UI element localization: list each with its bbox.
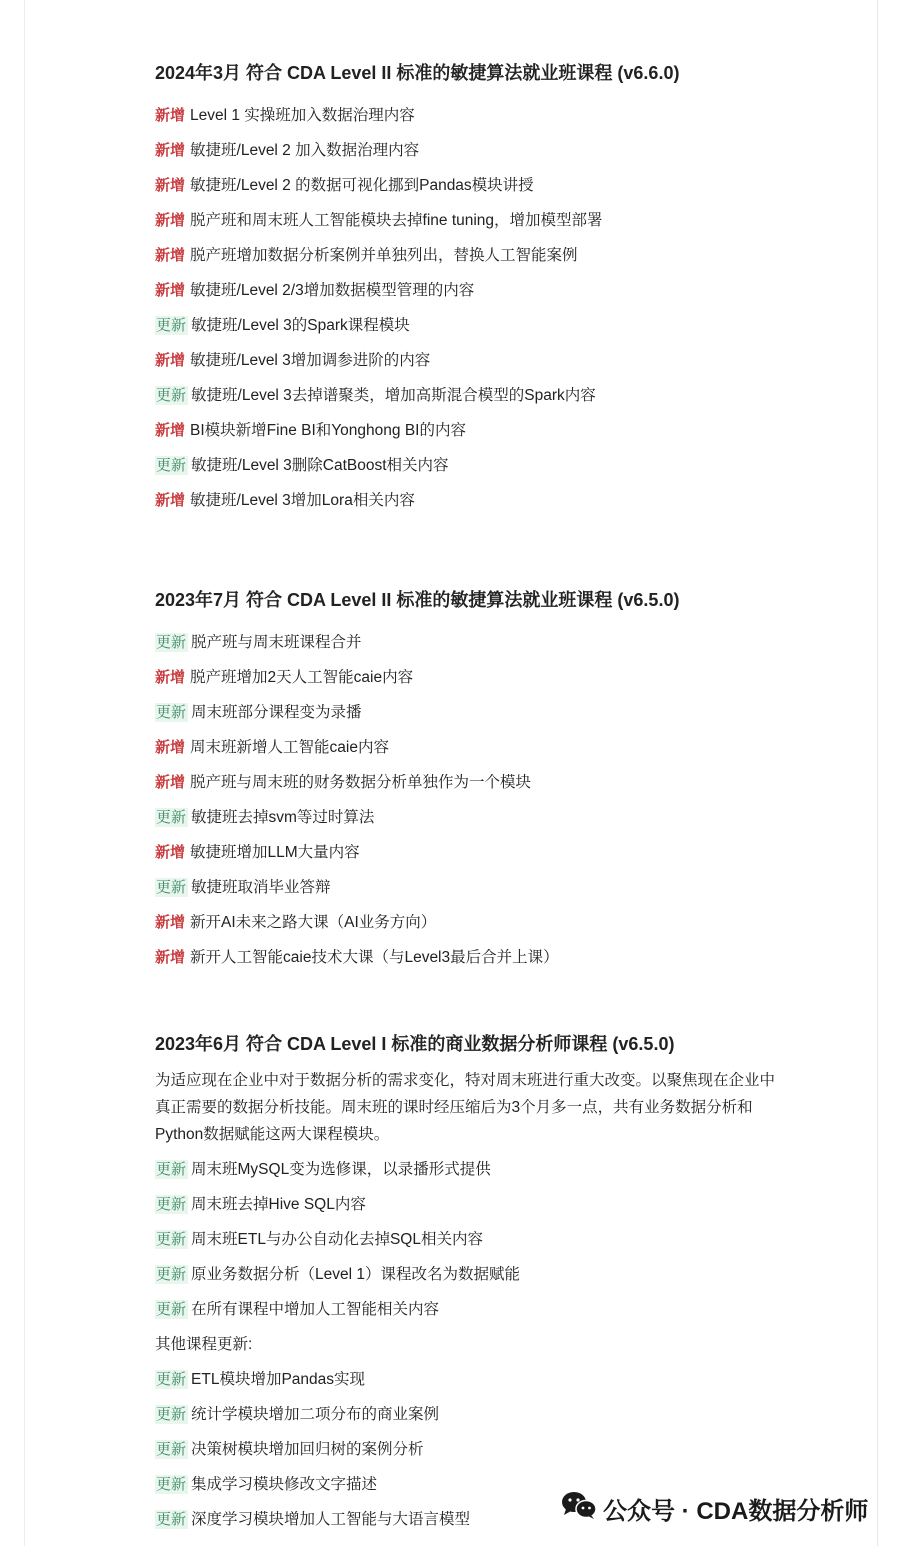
item-text: 集成学习模块修改文字描述: [191, 1476, 378, 1493]
list-item: [155, 1257, 775, 1292]
update-badge: 更新: [156, 879, 187, 896]
new-badge: 新增: [155, 914, 186, 931]
update-badge: 更新: [156, 1441, 187, 1458]
footer-text: 公众号 · CDA数据分析师: [603, 1498, 869, 1525]
list-item: [155, 343, 679, 378]
item-text: 在所有课程中增加人工智能相关内容: [191, 1301, 440, 1318]
update-badge: 更新: [156, 1266, 187, 1283]
new-badge: 新增: [155, 282, 186, 299]
other-updates-label: 其他课程更新:: [155, 1336, 253, 1353]
new-badge: 新增: [155, 844, 186, 861]
update-badge: 更新: [156, 1406, 187, 1423]
item-text: 敏捷班增加LLM大量内容: [190, 844, 360, 861]
section-title: 2024年3月 符合 CDA Level II 标准的敏捷算法就业班课程 (v6.6.0): [155, 63, 680, 83]
item-text: 原业务数据分析（Level 1）课程改名为数据赋能: [191, 1266, 520, 1283]
list-item: [155, 870, 679, 905]
update-badge: 更新: [156, 387, 187, 404]
item-text: 敏捷班取消毕业答辩: [191, 879, 331, 896]
new-badge: 新增: [155, 142, 186, 159]
item-text: Level 1 实操班加入数据治理内容: [190, 107, 415, 124]
item-text: 周末班部分课程变为录播: [191, 704, 362, 721]
item-text: BI模块新增Fine BI和Yonghong BI的内容: [190, 422, 466, 439]
list-item: [155, 940, 679, 975]
list-item: [155, 1187, 775, 1222]
section-v650-l1: [155, 1027, 775, 1537]
item-text: 周末班新增人工智能caie内容: [190, 739, 389, 756]
list-item: [155, 98, 679, 133]
update-badge: 更新: [156, 1476, 187, 1493]
list-item: [155, 800, 679, 835]
new-badge: 新增: [155, 107, 186, 124]
item-text: 敏捷班/Level 2/3增加数据模型管理的内容: [190, 282, 475, 299]
item-text: 敏捷班/Level 3删除CatBoost相关内容: [191, 457, 449, 474]
item-text: 敏捷班去掉svm等过时算法: [191, 809, 375, 826]
section-title: 2023年6月 符合 CDA Level I 标准的商业数据分析师课程 (v6.5.0): [155, 1034, 675, 1054]
list-item: [155, 413, 679, 448]
item-text: 新开AI未来之路大课（AI业务方向）: [190, 914, 437, 931]
update-badge: 更新: [156, 317, 187, 334]
section-title: 2023年7月 符合 CDA Level II 标准的敏捷算法就业班课程 (v6.5.0): [155, 590, 680, 610]
update-badge: 更新: [156, 457, 187, 474]
list-item: [155, 308, 679, 343]
update-badge: 更新: [156, 1161, 187, 1178]
item-text: 深度学习模块增加人工智能与大语言模型: [191, 1511, 471, 1528]
list-item: [155, 168, 679, 203]
new-badge: 新增: [155, 669, 186, 686]
list-item: [155, 483, 679, 518]
item-text: 敏捷班/Level 2 的数据可视化挪到Pandas模块讲授: [190, 177, 534, 194]
new-badge: 新增: [155, 949, 186, 966]
list-item: [155, 1432, 775, 1467]
list-item: [155, 765, 679, 800]
item-text: 新开人工智能caie技术大课（与Level3最后合并上课）: [190, 949, 559, 966]
item-text: 敏捷班/Level 3去掉谱聚类，增加高斯混合模型的Spark内容: [191, 387, 596, 404]
list-item: [155, 905, 679, 940]
list-item: [155, 1362, 775, 1397]
wechat-icon: [561, 1490, 597, 1527]
footer-account: [561, 1490, 868, 1527]
item-list: [155, 625, 679, 975]
update-badge: 更新: [156, 704, 187, 721]
item-text: 周末班去掉Hive SQL内容: [191, 1196, 366, 1213]
item-text: 脱产班和周末班人工智能模块去掉fine tuning，增加模型部署: [190, 212, 603, 229]
new-badge: 新增: [155, 352, 186, 369]
item-text: 脱产班增加数据分析案例并单独列出，替换人工智能案例: [190, 247, 578, 264]
new-badge: 新增: [155, 247, 186, 264]
item-text: 敏捷班/Level 3增加调参进阶的内容: [190, 352, 431, 369]
list-item: [155, 238, 679, 273]
update-badge: 更新: [156, 809, 187, 826]
item-text: ETL模块增加Pandas实现: [191, 1371, 366, 1388]
section-intro: [155, 1067, 775, 1148]
item-text: 决策树模块增加回归树的案例分析: [191, 1441, 424, 1458]
update-badge: 更新: [156, 1196, 187, 1213]
list-item: [155, 730, 679, 765]
list-item: [155, 660, 679, 695]
list-item: [155, 273, 679, 308]
item-text: 脱产班与周末班课程合并: [191, 634, 362, 651]
new-badge: 新增: [155, 177, 186, 194]
item-text: 周末班ETL与办公自动化去掉SQL相关内容: [191, 1231, 483, 1248]
new-badge: 新增: [155, 422, 186, 439]
item-text: 敏捷班/Level 3的Spark课程模块: [191, 317, 410, 334]
new-badge: 新增: [155, 212, 186, 229]
item-text: 脱产班与周末班的财务数据分析单独作为一个模块: [190, 774, 532, 791]
list-item: [155, 695, 679, 730]
item-text: 脱产班增加2天人工智能caie内容: [190, 669, 414, 686]
list-item: [155, 1152, 775, 1187]
new-badge: 新增: [155, 774, 186, 791]
update-badge: 更新: [156, 1511, 187, 1528]
intro-line: 真正需要的数据分析技能。周末班的课时经压缩后为3个月多一点，共有业务数据分析和: [155, 1099, 753, 1116]
update-badge: 更新: [156, 1371, 187, 1388]
list-item: [155, 1222, 775, 1257]
item-list: [155, 1152, 775, 1327]
item-text: 统计学模块增加二项分布的商业案例: [191, 1406, 440, 1423]
list-item: [155, 133, 679, 168]
update-badge: 更新: [156, 1231, 187, 1248]
list-item: [155, 1292, 775, 1327]
intro-line: Python数据赋能这两大课程模块。: [155, 1126, 390, 1143]
item-list: [155, 98, 679, 518]
list-item: [155, 378, 679, 413]
intro-line: 为适应现在企业中对于数据分析的需求变化，特对周末班进行重大改变。以聚焦现在企业中: [155, 1072, 776, 1089]
update-badge: 更新: [156, 634, 187, 651]
item-text: 敏捷班/Level 2 加入数据治理内容: [190, 142, 420, 159]
item-text: 周末班MySQL变为选修课，以录播形式提供: [191, 1161, 491, 1178]
list-item: [155, 448, 679, 483]
section-v650-l2: [155, 583, 679, 975]
new-badge: 新增: [155, 739, 186, 756]
list-item: [155, 1397, 775, 1432]
list-item: [155, 625, 679, 660]
new-badge: 新增: [155, 492, 186, 509]
item-text: 敏捷班/Level 3增加Lora相关内容: [190, 492, 415, 509]
list-item: [155, 835, 679, 870]
list-item: [155, 203, 679, 238]
section-v660: [155, 56, 679, 518]
update-badge: 更新: [156, 1301, 187, 1318]
